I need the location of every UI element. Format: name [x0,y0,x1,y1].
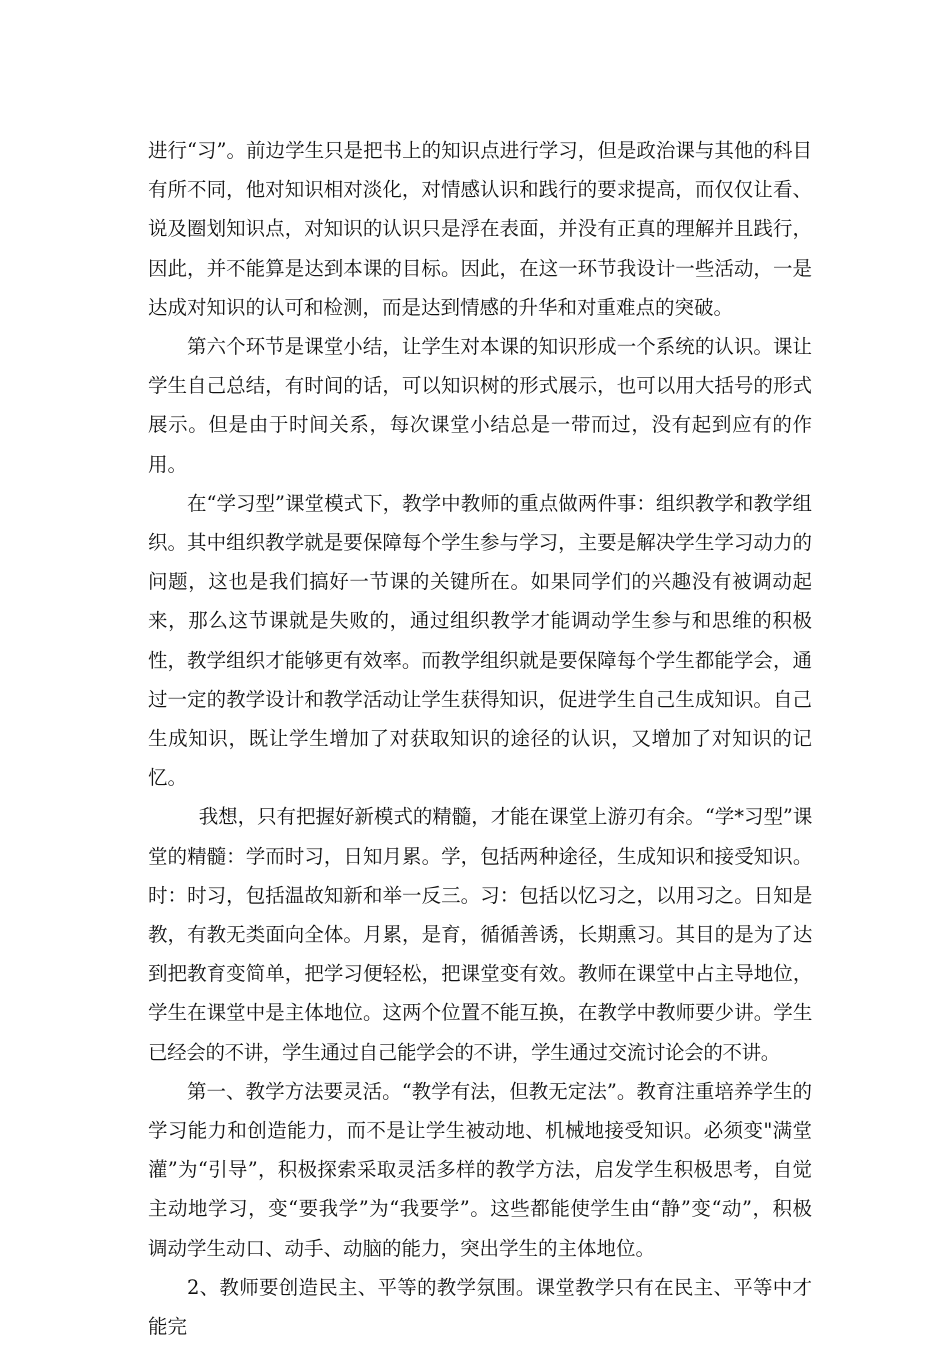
paragraph-2: 第六个环节是课堂小结，让学生对本课的知识形成一个系统的认识。课让学生自己总结，有时间的话，可以知识树的形式展示，也可以用大括号的形式展示。但是由于时间关系，每次课堂小结总是一带而过，没有起到应有的作用。 [148,335,812,476]
document-body [148,131,812,1346]
paragraph-1: 进行“习”。前边学生只是把书上的知识点进行学习，但是政治课与其他的科目有所不同，他对知识相对淡化，对情感认识和践行的要求提高，而仅仅让看、说及圈划知识点，对知识的认识只是浮在表面，并没有正真的理解并且践行，因此，并不能算是达到本课的目标。因此，在这一环节我设计一些活动，一是达成对知识的认可和检测，而是达到情感的升华和对重难点的突破。 [148,139,812,319]
paragraph-3: 在“学习型”课堂模式下，教学中教师的重点做两件事：组织教学和教学组织。其中组织教学就是要保障每个学生参与学习，主要是解决学生学习动力的问题，这也是我们搞好一节课的关键所在。如果同学们的兴趣没有被调动起来，那么这节课就是失败的，通过组织教学才能调动学生参与和思维的积极性，教学组织才能够更有效率。而教学组织就是要保障每个学生都能学会，通过一定的教学设计和教学活动让学生获得知识，促进学生自己生成知识。自己生成知识，既让学生增加了对获取知识的途径的认识，又增加了对知识的记忆。 [148,491,812,790]
paragraph-5: 第一、教学方法要灵活。“教学有法，但教无定法”。教育注重培养学生的学习能力和创造能力，而不是让学生被动地、机械地接受知识。必须变"满堂灌”为“引导”，积极探索采取灵活多样的教学方法，启发学生积极思考，自觉主动地学习，变“要我学”为“我要学”。这些都能使学生由“静”变“动”，积极调动学生动口、动手、动脑的能力，突出学生的主体地位。 [148,1079,812,1260]
paragraph-4: 我想，只有把握好新模式的精髓，才能在课堂上游刃有余。“学*习型”课堂的精髓：学而时习，日知月累。学，包括两种途径，生成知识和接受知识。时：时习，包括温故知新和举一反三。习：包括以忆习之，以用习之。日知是教，有教无类面向全体。月累，是育，循循善诱，长期熏习。其目的是为了达到把教育变简单，把学习便轻松，把课堂变有效。教师在课堂中占主导地位，学生在课堂中是主体地位。这两个位置不能互换，在教学中教师要少讲。学生已经会的不讲，学生通过自己能学会的不讲，学生通过交流讨论会的不讲。 [148,805,812,1064]
paragraph-6: 2、教师要创造民主、平等的教学氛围。课堂教学只有在民主、平等中才能完 [148,1275,812,1339]
